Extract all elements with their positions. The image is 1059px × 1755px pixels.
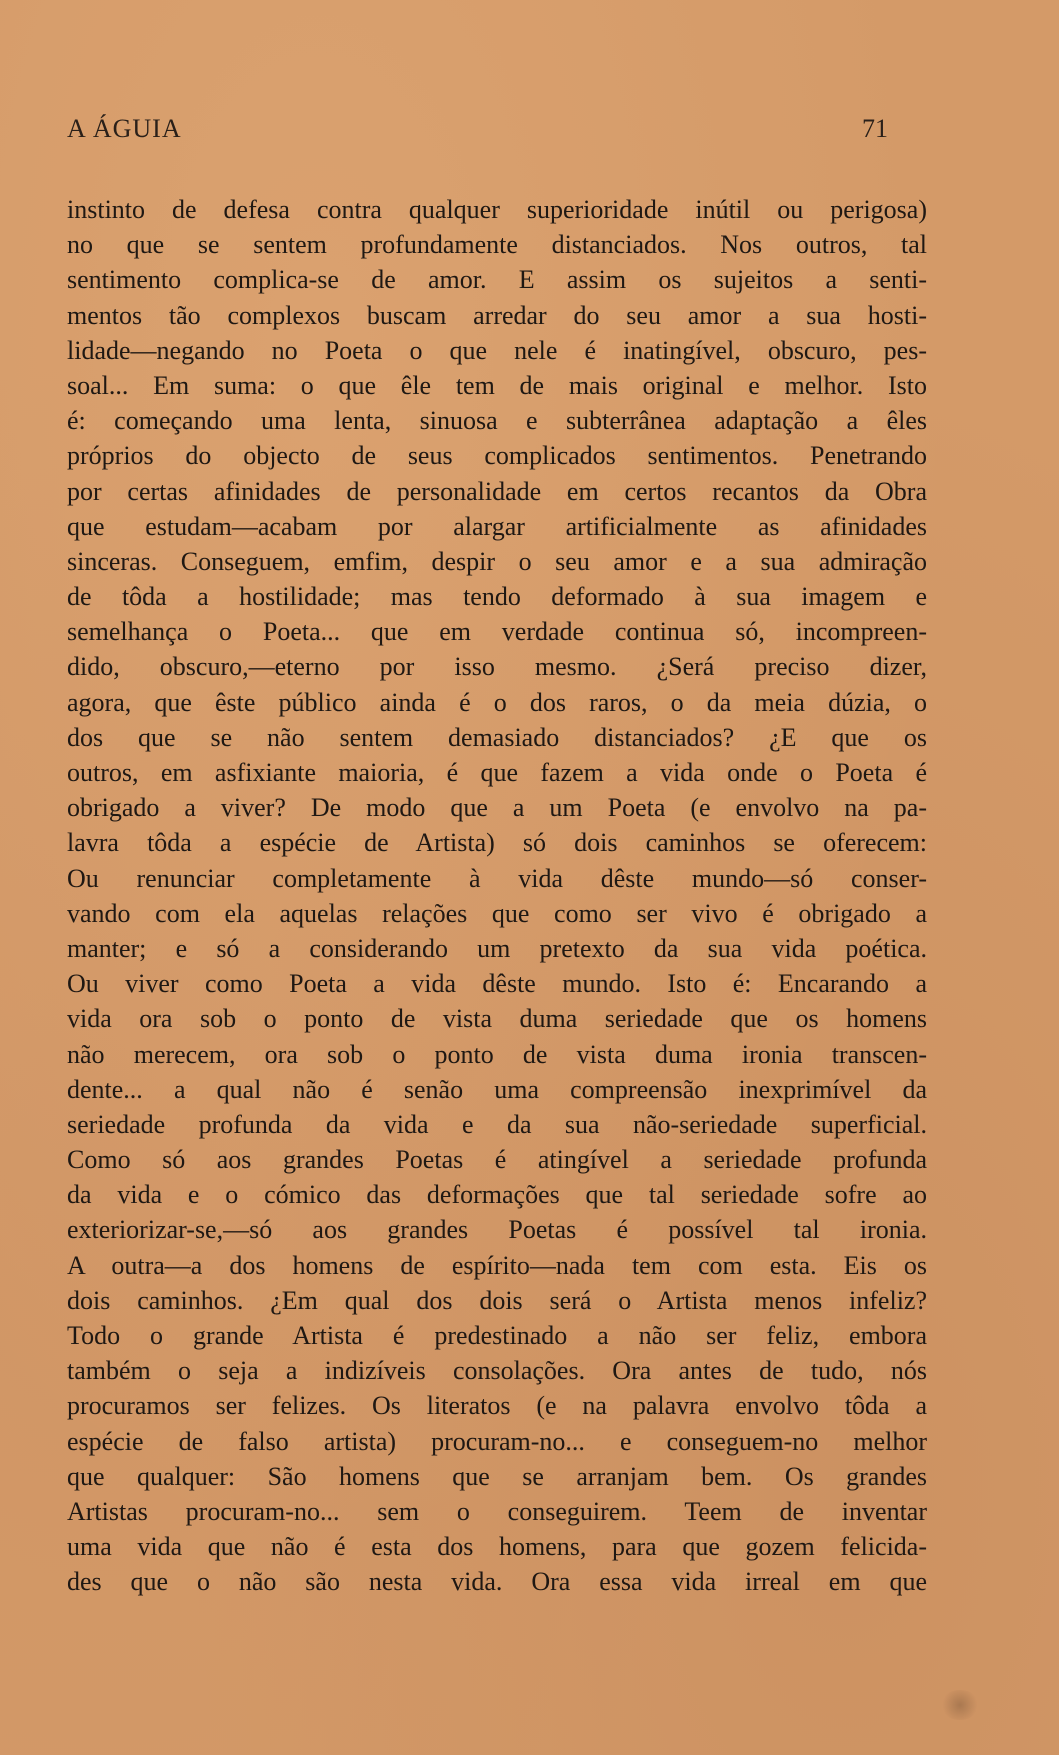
text-line: no que se sentem profundamente distanciados. Nos outros, tal (67, 230, 927, 260)
page-number: 71 (862, 114, 888, 143)
text-line: de tôda a hostilidade; mas tendo deformado à sua imagem e (67, 582, 927, 612)
text-line: instinto de defesa contra qualquer superioridade inútil ou perigosa) (67, 195, 927, 224)
text-line: da vida e o cómico das deformações que tal seriedade sofre ao (67, 1180, 927, 1210)
text-line: A outra—a dos homens de espírito—nada tem com esta. Eis os (67, 1250, 927, 1280)
text-line: Ou renunciar completamente à vida dêste mundo—só conser- (67, 863, 927, 893)
text-line: Como só aos grandes Poetas é atingível a seriedade profunda (67, 1145, 927, 1175)
text-line: por certas afinidades de personalidade em certos recantos da Obra (67, 476, 927, 506)
text-line: agora, que êste público ainda é o dos raros, o da meia dúzia, o (67, 687, 927, 717)
text-line: lidade—negando no Poeta o que nele é inatingível, obscuro, pes- (67, 335, 927, 365)
text-line: semelhança o Poeta... que em verdade continua só, incompreen- (67, 617, 927, 647)
text-line: vando com ela aquelas relações que como ser vivo é obrigado a (67, 898, 927, 928)
text-line: manter; e só a considerando um pretexto da sua vida poética. (67, 933, 927, 963)
text-line: lavra tôda a espécie de Artista) só dois caminhos se oferecem: (67, 828, 927, 858)
text-line: que qualquer: São homens que se arranjam bem. Os grandes (67, 1461, 927, 1491)
running-title: A ÁGUIA (67, 114, 182, 143)
text-line: Artistas procuram-no... sem o conseguirem. Teem de inventar (67, 1496, 927, 1526)
text-line: é: começando uma lenta, sinuosa e subterrânea adaptação a êles (67, 406, 927, 436)
text-line: espécie de falso artista) procuram-no... e conseguem-no melhor (67, 1426, 927, 1456)
text-line: Todo o grande Artista é predestinado a não ser feliz, embora (67, 1321, 927, 1350)
text-line: Ou viver como Poeta a vida dêste mundo. Isto é: Encarando a (67, 969, 927, 999)
text-line: dois caminhos. ¿Em qual dos dois será o Artista menos infeliz? (67, 1285, 927, 1315)
text-line: procuramos ser felizes. Os literatos (e na palavra envolvo tôda a (67, 1391, 927, 1421)
text-line: vida ora sob o ponto de vista duma seriedade que os homens (67, 1004, 927, 1034)
text-line: exteriorizar-se,—só aos grandes Poetas é possível tal ironia. (67, 1215, 927, 1245)
text-line: outros, em asfixiante maioria, é que fazem a vida onde o Poeta é (67, 758, 927, 787)
body-text (67, 192, 927, 1600)
text-line: uma vida que não é esta dos homens, para que gozem felicida- (67, 1532, 927, 1562)
text-line: soal... Em suma: o que êle tem de mais original e melhor. Isto (67, 370, 927, 400)
text-line: mentos tão complexos buscam arredar do seu amor a sua hosti- (67, 300, 927, 330)
text-line: que estudam—acabam por alargar artificialmente as afinidades (67, 511, 927, 541)
text-line: próprios do objecto de seus complicados sentimentos. Penetrando (67, 441, 927, 471)
text-line: também o seja a indizíveis consolações. Ora antes de tudo, nós (67, 1356, 927, 1386)
text-line: obrigado a viver? De modo que a um Poeta (e envolvo na pa- (67, 793, 927, 823)
paper-stain (940, 1690, 980, 1720)
text-line: sentimento complica-se de amor. E assim os sujeitos a senti- (67, 265, 927, 295)
text-line: dente... a qual não é senão uma compreensão inexprimível da (67, 1074, 927, 1104)
text-line: não merecem, ora sob o ponto de vista duma ironia transcen- (67, 1039, 927, 1069)
text-line: dos que se não sentem demasiado distanciados? ¿E que os (67, 722, 927, 752)
text-line: dido, obscuro,—eterno por isso mesmo. ¿Será preciso dizer, (67, 652, 927, 682)
text-line: seriedade profunda da vida e da sua não-seriedade superficial. (67, 1109, 927, 1139)
text-line: sinceras. Conseguem, emfim, despir o seu amor e a sua admiração (67, 546, 927, 576)
text-line: des que o não são nesta vida. Ora essa vida irreal em que (67, 1567, 927, 1597)
